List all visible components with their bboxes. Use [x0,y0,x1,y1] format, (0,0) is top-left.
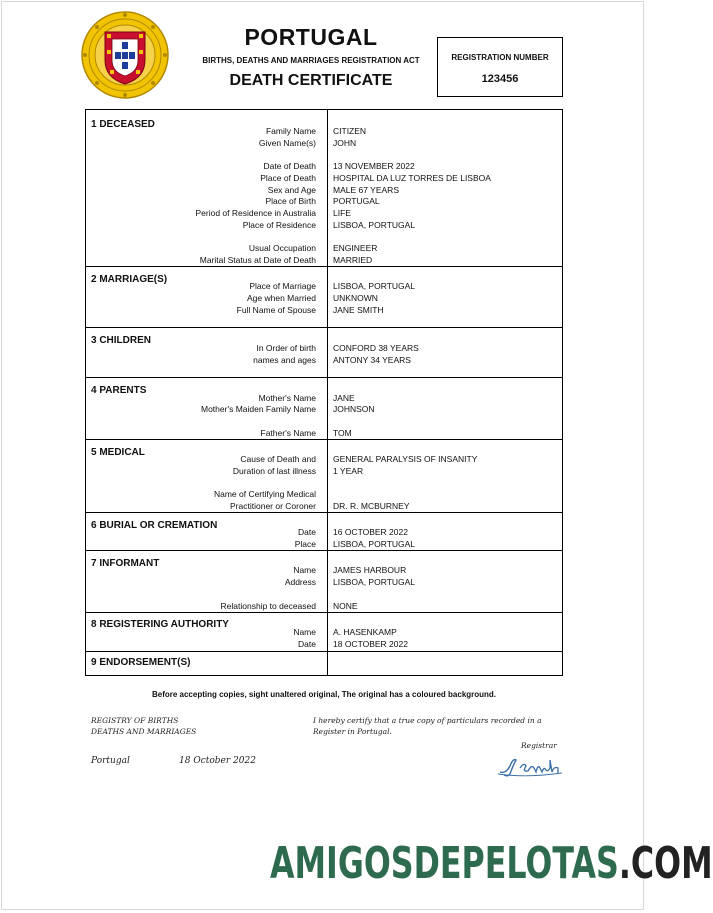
label-mother: Mother's Name [258,393,316,403]
watermark [270,838,713,889]
value-spouse: JANE SMITH [333,305,384,315]
watermark-tld: .COM [618,838,713,889]
label-marriage-age: Age when Married [247,293,316,303]
certificate-form [85,109,563,676]
label-place-of-residence: Place of Residence [242,220,316,230]
value-authority-name: A. HASENKAMP [333,627,397,637]
label-sex-age: Sex and Age [267,185,316,195]
registrar-label: Registrar [521,741,557,750]
label-date-of-death: Date of Death [263,161,316,171]
label-family-name: Family Name [265,126,316,136]
section-title-informant: 7 INFORMANT [91,558,160,569]
label-authority-name: Name [293,627,316,637]
label-informant-name: Name [293,565,316,575]
footer-place: Portugal [91,756,130,766]
label-occupation: Usual Occupation [248,243,316,253]
section-title-parents: 4 PARENTS [91,385,147,396]
section-title-endorsement: 9 ENDORSEMENT(S) [91,657,191,668]
label-marital-status: Marital Status at Date of Death [199,255,316,265]
label-place-of-birth: Place of Birth [265,196,316,206]
registrar-signature [496,754,566,778]
value-mother: JANE [333,393,355,403]
value-burial-place: LISBOA, PORTUGAL [333,539,416,549]
section-divider [86,266,562,267]
value-duration: 1 YEAR [333,466,364,476]
watermark-name: AMIGOSDEPELOTAS [270,838,619,889]
section-divider [86,377,562,378]
value-marriage-place: LISBOA, PORTUGAL [333,281,416,291]
section-divider [86,512,562,513]
value-marriage-age: UNKNOWN [333,293,378,303]
coat-of-arms-icon [80,10,170,100]
value-date-of-death: 13 NOVEMBER 2022 [333,161,415,171]
value-cause: GENERAL PARALYSIS OF INSANITY [333,454,478,464]
column-divider [327,110,328,675]
label-authority-date: Date [298,639,316,649]
section-title-children: 3 CHILDREN [91,335,152,346]
value-child-2: ANTONY 34 YEARS [333,355,411,365]
section-title-burial: 6 BURIAL OR CREMATION [91,520,218,531]
registry-line-2: DEATHS AND MARRIAGES [91,727,197,736]
section-divider [86,612,562,613]
registration-box [437,37,563,97]
label-given-names: Given Name(s) [258,138,316,148]
registry-line-1: REGISTRY OF BIRTHS [91,716,179,725]
value-place-of-death: HOSPITAL DA LUZ TORRES DE LISBOA [333,173,491,183]
country-title: PORTUGAL [244,24,378,50]
section-title-medical: 5 MEDICAL [91,447,145,458]
label-certifier-2: Practitioner or Coroner [230,501,316,511]
value-informant-address: LISBOA, PORTUGAL [333,577,416,587]
value-certifier: DR. R. MCBURNEY [333,501,410,511]
value-marital-status: MARRIED [333,255,373,265]
value-maiden-name: JOHNSON [333,404,375,414]
label-informant-address: Address [284,577,316,587]
section-divider [86,651,562,652]
registration-number: 123456 [481,73,519,85]
section-title-marriage: 2 MARRIAGE(S) [91,274,168,285]
label-father: Father's Name [260,428,316,438]
act-title: BIRTHS, DEATHS AND MARRIAGES REGISTRATION ACT [202,56,420,65]
label-burial-date: Date [298,527,316,537]
section-title-authority: 8 REGISTERING AUTHORITY [91,619,229,630]
value-place-of-residence: LISBOA, PORTUGAL [333,220,416,230]
value-family-name: CITIZEN [333,126,367,136]
label-marriage-place: Place of Marriage [249,281,316,291]
value-given-names: JOHN [333,138,357,148]
value-informant-name: JAMES HARBOUR [333,565,407,575]
value-residence-period: LIFE [333,208,351,218]
value-father: TOM [333,428,352,438]
certify-line-1: I hereby certify that a true copy of particulars recorded in a [313,716,542,725]
label-duration: Duration of last illness [232,466,316,476]
label-cause: Cause of Death and [240,454,316,464]
label-place-of-death: Place of Death [260,173,316,183]
value-burial-date: 16 OCTOBER 2022 [333,527,408,537]
section-title-deceased: 1 DECEASED [91,119,155,130]
value-child-1: CONFORD 38 YEARS [333,343,419,353]
label-spouse: Full Name of Spouse [236,305,316,315]
value-relationship: NONE [333,601,358,611]
label-certifier-1: Name of Certifying Medical [213,489,316,499]
footnote: Before accepting copies, sight unaltered original, The original has a coloured background. [151,690,497,699]
value-place-of-birth: PORTUGAL [333,196,380,206]
section-divider [86,439,562,440]
label-residence-period: Period of Residence in Australia [195,208,316,218]
section-divider [86,327,562,328]
label-children-names: names and ages [253,355,316,365]
certify-line-2: Register in Portugal. [313,727,392,736]
label-relationship: Relationship to deceased [220,601,316,611]
label-burial-place: Place [294,539,316,549]
value-authority-date: 18 OCTOBER 2022 [333,639,408,649]
section-divider [86,550,562,551]
label-children-order: In Order of birth [256,343,316,353]
value-sex-age: MALE 67 YEARS [333,185,399,195]
label-maiden-name: Mother's Maiden Family Name [201,404,316,414]
footer-date: 18 October 2022 [179,756,256,766]
value-occupation: ENGINEER [333,243,378,253]
registration-label: REGISTRATION NUMBER [451,53,549,62]
document-title: DEATH CERTIFICATE [229,72,393,89]
